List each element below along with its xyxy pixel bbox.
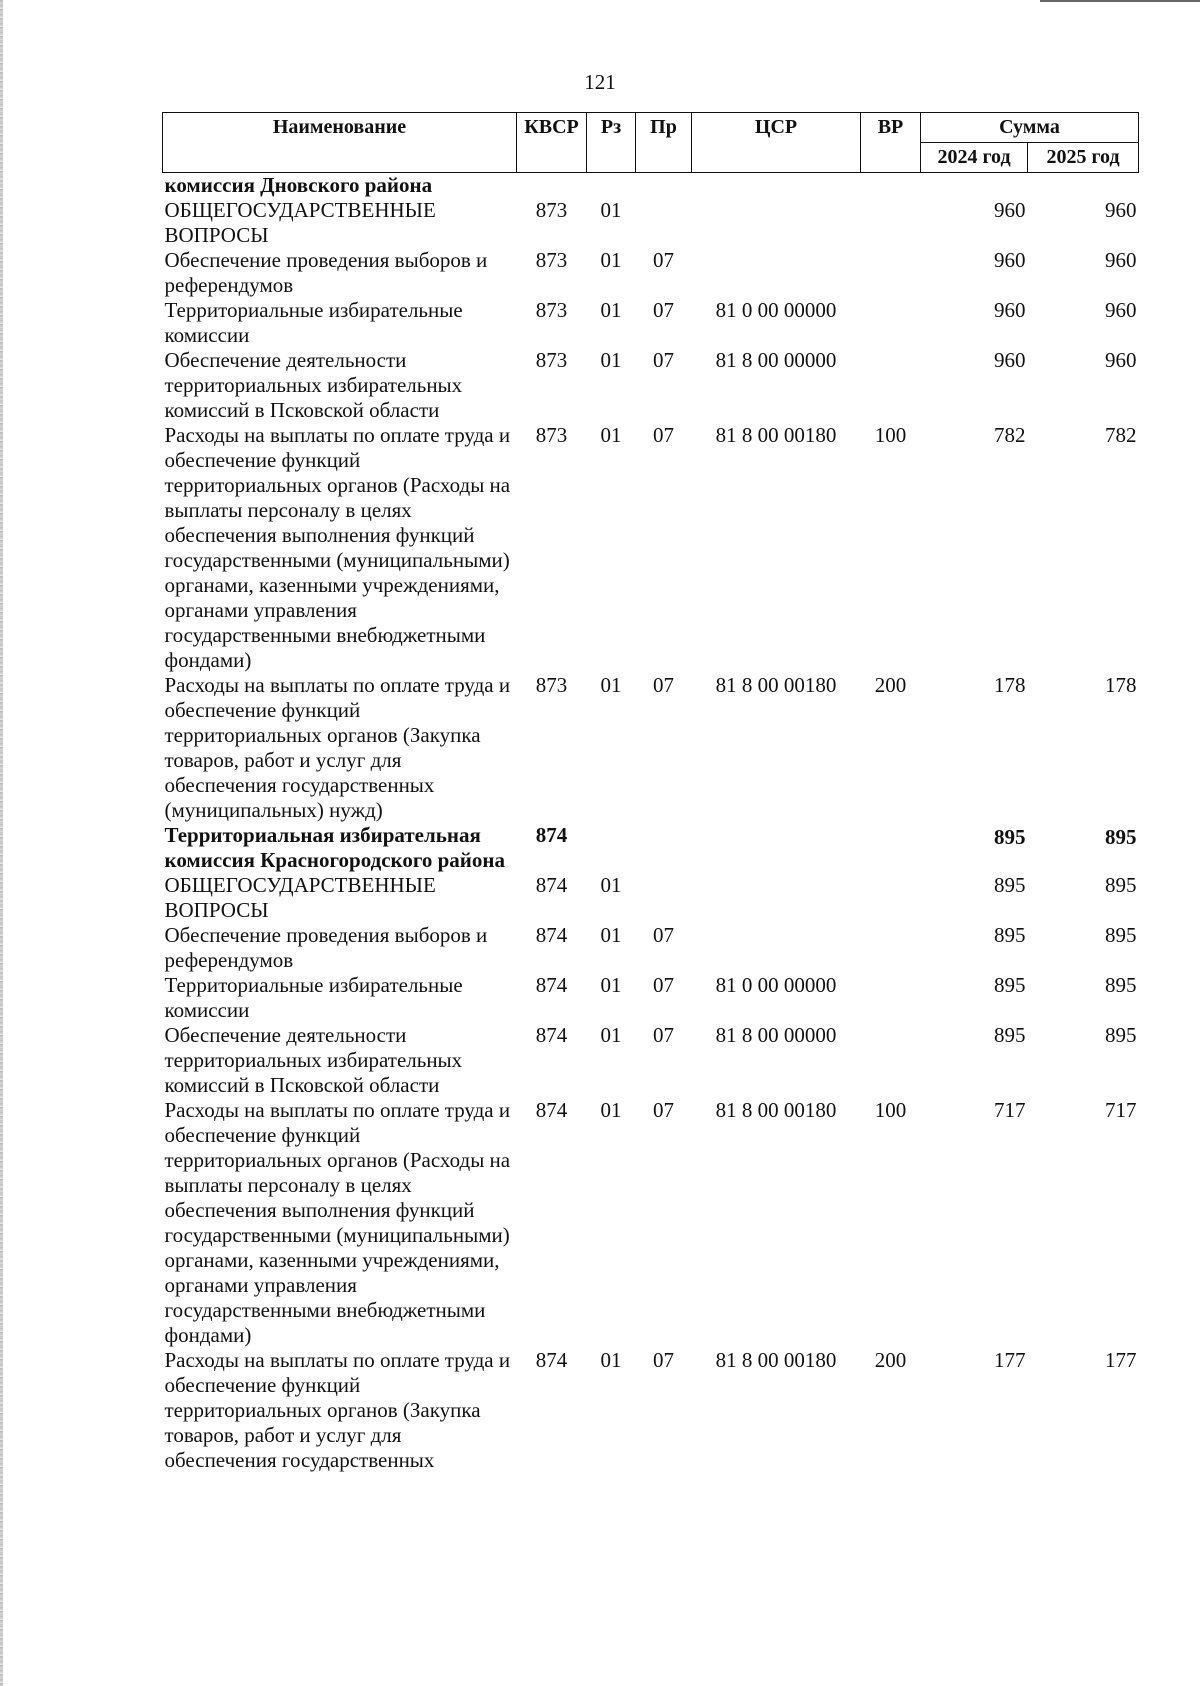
cell-sum-2025: 895 bbox=[1105, 825, 1137, 849]
cell-kvsr: 873 bbox=[535, 298, 568, 322]
cell-sum-2025: 960 bbox=[1105, 348, 1137, 372]
cell-name: Расходы на выплаты по оплате труда и обеспечение функций территориальных органов (Расходы на выплаты персоналу в целях обеспечения выполнения функций государственными (муниципальными) органами, казенными учреждениями, органами управления государственными внебюджетными фондами) bbox=[164, 1098, 511, 1347]
table-row bbox=[163, 1023, 1139, 1098]
table-row bbox=[163, 173, 1139, 199]
header-csr: ЦСР bbox=[692, 113, 861, 173]
cell-sum-2024: 178 bbox=[994, 673, 1026, 697]
cell-vr: 200 bbox=[874, 1348, 907, 1372]
budget-table bbox=[162, 112, 1139, 1473]
table-row bbox=[163, 823, 1139, 873]
cell-rz: 01 bbox=[600, 873, 622, 897]
cell-vr bbox=[861, 173, 921, 199]
header-sum: Сумма bbox=[921, 113, 1139, 143]
cell-sum-2025: 895 bbox=[1105, 1023, 1137, 1047]
cell-sum-2024: 895 bbox=[994, 973, 1026, 997]
cell-csr: 81 8 00 00180 bbox=[715, 1098, 837, 1122]
cell-pr: 07 bbox=[653, 1098, 674, 1122]
cell-sum-2024: 177 bbox=[994, 1348, 1026, 1372]
cell-sum-2025 bbox=[1028, 173, 1139, 199]
cell-csr bbox=[692, 923, 861, 973]
table-row bbox=[163, 198, 1139, 248]
cell-sum-2024: 782 bbox=[994, 423, 1026, 447]
table-row bbox=[163, 1098, 1139, 1348]
cell-pr: 07 bbox=[653, 1348, 674, 1372]
table-row bbox=[163, 923, 1139, 973]
cell-kvsr: 873 bbox=[535, 248, 568, 272]
cell-name: Расходы на выплаты по оплате труда и обеспечение функций территориальных органов (Закупка товаров, работ и услуг для обеспечения государственных bbox=[164, 1348, 511, 1472]
cell-rz: 01 bbox=[600, 973, 622, 997]
cell-vr bbox=[861, 873, 921, 923]
cell-kvsr: 873 bbox=[535, 198, 568, 222]
cell-pr bbox=[636, 173, 692, 199]
cell-pr: 07 bbox=[653, 423, 674, 447]
cell-sum-2025: 177 bbox=[1105, 1348, 1137, 1372]
cell-kvsr: 874 bbox=[535, 1098, 568, 1122]
cell-csr bbox=[692, 248, 861, 298]
cell-rz: 01 bbox=[600, 923, 622, 947]
cell-kvsr: 874 bbox=[535, 823, 568, 847]
cell-pr: 07 bbox=[653, 348, 674, 372]
cell-name: Территориальные избирательные комиссии bbox=[164, 973, 463, 1022]
cell-rz bbox=[587, 823, 636, 873]
cell-kvsr: 874 bbox=[535, 923, 568, 947]
cell-pr: 07 bbox=[653, 923, 674, 947]
cell-vr bbox=[861, 823, 921, 873]
cell-rz: 01 bbox=[600, 348, 622, 372]
cell-name: Обеспечение деятельности территориальных избирательных комиссий в Псковской области bbox=[164, 348, 463, 422]
header-vr: ВР bbox=[861, 113, 921, 173]
cell-name: ОБЩЕГОСУДАРСТВЕННЫЕ ВОПРОСЫ bbox=[164, 198, 436, 247]
cell-sum-2025: 895 bbox=[1105, 923, 1137, 947]
cell-rz: 01 bbox=[600, 423, 622, 447]
cell-pr bbox=[636, 823, 692, 873]
cell-csr bbox=[692, 198, 861, 248]
cell-sum-2024: 895 bbox=[994, 1023, 1026, 1047]
cell-vr bbox=[861, 973, 921, 1023]
table-row bbox=[163, 348, 1139, 423]
cell-rz: 01 bbox=[600, 1023, 622, 1047]
cell-sum-2025: 960 bbox=[1105, 198, 1137, 222]
cell-sum-2025: 960 bbox=[1105, 298, 1137, 322]
cell-sum-2024: 960 bbox=[994, 198, 1026, 222]
cell-rz: 01 bbox=[600, 298, 622, 322]
cell-sum-2024: 960 bbox=[994, 248, 1026, 272]
cell-name: Обеспечение деятельности территориальных избирательных комиссий в Псковской области bbox=[164, 1023, 463, 1097]
cell-sum-2024 bbox=[921, 173, 1028, 199]
cell-csr: 81 8 00 00180 bbox=[715, 673, 837, 697]
cell-csr bbox=[692, 823, 861, 873]
cell-sum-2024: 895 bbox=[994, 873, 1026, 897]
cell-sum-2025: 178 bbox=[1105, 673, 1137, 697]
cell-vr bbox=[861, 1023, 921, 1098]
cell-kvsr: 873 bbox=[535, 673, 568, 697]
cell-sum-2025: 960 bbox=[1105, 248, 1137, 272]
cell-sum-2024: 960 bbox=[994, 348, 1026, 372]
cell-vr: 100 bbox=[874, 1098, 907, 1122]
cell-vr: 100 bbox=[874, 423, 907, 447]
cell-name: Расходы на выплаты по оплате труда и обеспечение функций территориальных органов (Закупка товаров, работ и услуг для обеспечения государственных (муниципальных) нужд) bbox=[164, 673, 511, 822]
cell-name: Обеспечение проведения выборов и референдумов bbox=[164, 248, 488, 297]
cell-kvsr: 873 bbox=[535, 423, 568, 447]
cell-name: Обеспечение проведения выборов и референдумов bbox=[164, 923, 488, 972]
header-pr: Пр bbox=[636, 113, 692, 173]
cell-pr bbox=[636, 873, 692, 923]
cell-pr: 07 bbox=[653, 1023, 674, 1047]
cell-name: Территориальные избирательные комиссии bbox=[164, 298, 463, 347]
cell-name: Расходы на выплаты по оплате труда и обеспечение функций территориальных органов (Расходы на выплаты персоналу в целях обеспечения выполнения функций государственными (муниципальными) органами, казенными учреждениями, органами управления государственными внебюджетными фондами) bbox=[164, 423, 511, 672]
cell-vr bbox=[861, 923, 921, 973]
table-row bbox=[163, 248, 1139, 298]
cell-rz bbox=[587, 173, 636, 199]
header-rz: Рз bbox=[587, 113, 636, 173]
cell-rz: 01 bbox=[600, 673, 622, 697]
cell-sum-2024: 717 bbox=[994, 1098, 1026, 1122]
cell-csr: 81 8 00 00180 bbox=[715, 1348, 837, 1372]
cell-rz: 01 bbox=[600, 1098, 622, 1122]
page-number: 121 bbox=[584, 70, 616, 94]
cell-kvsr bbox=[517, 173, 587, 199]
cell-csr: 81 0 00 00000 bbox=[715, 973, 837, 997]
cell-sum-2024: 895 bbox=[994, 923, 1026, 947]
cell-csr: 81 8 00 00180 bbox=[715, 423, 837, 447]
cell-vr bbox=[861, 248, 921, 298]
cell-csr: 81 8 00 00000 bbox=[715, 1023, 837, 1047]
cell-rz: 01 bbox=[600, 1348, 622, 1372]
cell-pr bbox=[636, 198, 692, 248]
cell-kvsr: 874 bbox=[535, 973, 568, 997]
cell-rz: 01 bbox=[600, 198, 622, 222]
cell-pr: 07 bbox=[653, 973, 674, 997]
cell-kvsr: 873 bbox=[535, 348, 568, 372]
cell-sum-2024: 960 bbox=[994, 298, 1026, 322]
header-name: Наименование bbox=[163, 113, 517, 173]
cell-csr: 81 0 00 00000 bbox=[715, 298, 837, 322]
cell-vr: 200 bbox=[874, 673, 907, 697]
cell-vr bbox=[861, 348, 921, 423]
cell-csr bbox=[692, 873, 861, 923]
cell-kvsr: 874 bbox=[535, 1023, 568, 1047]
header-year-2025: 2025 год bbox=[1028, 143, 1139, 173]
cell-vr bbox=[861, 298, 921, 348]
cell-rz: 01 bbox=[600, 248, 622, 272]
table-row bbox=[163, 1348, 1139, 1473]
scan-edge bbox=[0, 0, 3, 1686]
table-row bbox=[163, 673, 1139, 823]
cell-kvsr: 874 bbox=[535, 1348, 568, 1372]
cell-csr: 81 8 00 00000 bbox=[715, 348, 837, 372]
table-row bbox=[163, 298, 1139, 348]
table-row bbox=[163, 873, 1139, 923]
cell-name: комиссия Дновского района bbox=[164, 173, 433, 197]
header-kvsr: КВСР bbox=[517, 113, 587, 173]
scan-edge-line bbox=[1040, 0, 1200, 2]
cell-name: Территориальная избирательная комиссия Красногородского района bbox=[164, 823, 506, 872]
cell-pr: 07 bbox=[653, 298, 674, 322]
cell-csr bbox=[692, 173, 861, 199]
cell-sum-2024: 895 bbox=[994, 825, 1026, 849]
cell-pr: 07 bbox=[653, 248, 674, 272]
cell-sum-2025: 895 bbox=[1105, 973, 1137, 997]
table-header bbox=[163, 113, 1139, 173]
header-year-2024: 2024 год bbox=[921, 143, 1028, 173]
cell-pr: 07 bbox=[653, 673, 674, 697]
table-row bbox=[163, 973, 1139, 1023]
cell-sum-2025: 895 bbox=[1105, 873, 1137, 897]
cell-sum-2025: 717 bbox=[1105, 1098, 1137, 1122]
cell-name: ОБЩЕГОСУДАРСТВЕННЫЕ ВОПРОСЫ bbox=[164, 873, 436, 922]
cell-kvsr: 874 bbox=[535, 873, 568, 897]
table-body bbox=[163, 173, 1139, 1474]
cell-sum-2025: 782 bbox=[1105, 423, 1137, 447]
table-row bbox=[163, 423, 1139, 673]
cell-vr bbox=[861, 198, 921, 248]
